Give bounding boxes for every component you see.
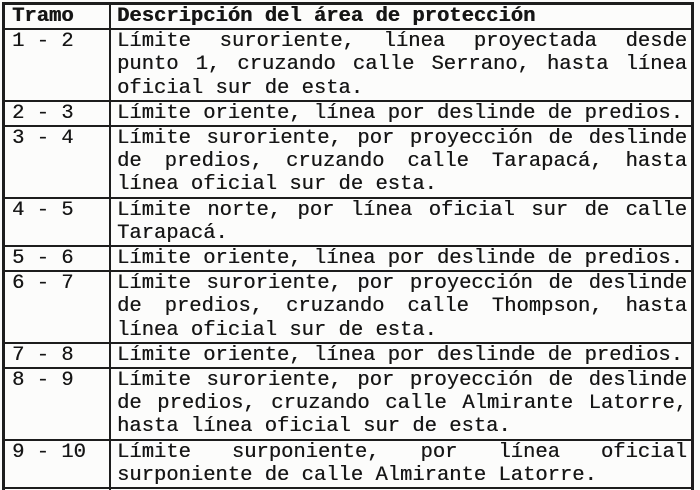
descripcion-cell: Límite oriente, línea por deslinde de predios. [117,343,683,367]
table-row [5,127,691,199]
descripcion-cell: Límite norte, por línea oficial sur de calle Tarapacá. [117,198,687,245]
column-header-tramo: Tramo [5,5,111,28]
descripcion-cell: Límite oriente, línea por deslinde de predios. [117,247,683,271]
tramo-cell: 5 - 6 [5,247,111,270]
descripcion-cell: Límite suroriente, por proyección de deslinde de predios, cruzando calle Thompson, hasta línea oficial sur de esta. [117,272,687,342]
table-row [5,344,691,369]
tramo-cell: 2 - 3 [5,102,111,125]
descripcion-cell: Límite suroriente, por proyección de deslinde de predios, cruzando calle Tarapacá, hasta línea oficial sur de esta. [117,127,687,197]
tramo-cell: 8 - 9 [5,369,111,439]
table-row [5,102,691,127]
table-row [5,369,691,441]
table-body [5,30,691,489]
tramo-cell: 7 - 8 [5,344,111,367]
tramo-cell: 1 - 2 [5,30,111,100]
table-row [5,272,691,344]
protection-area-table [2,2,694,490]
table-row [5,247,691,272]
tramo-cell: 6 - 7 [5,272,111,342]
table-row [5,441,691,489]
tramo-cell: 4 - 5 [5,199,111,245]
descripcion-cell: Límite surponiente, por línea oficial surponiente de calle Almirante Latorre. [117,440,687,487]
table-row [5,30,691,102]
tramo-cell: 3 - 4 [5,127,111,197]
column-header-descripcion: Descripción del área de protección [117,5,536,28]
descripcion-cell: Límite suroriente, por proyección de deslinde de predios, cruzando calle Almirante Latorre, hasta línea oficial sur de esta. [117,369,687,439]
descripcion-cell: Límite oriente, línea por deslinde de predios. [117,101,683,125]
tramo-cell: 9 - 10 [5,441,111,487]
table-header-row [5,5,691,30]
descripcion-cell: Límite suroriente, línea proyectada desde punto 1, cruzando calle Serrano, hasta línea oficial sur de esta. [117,30,687,100]
table-row [5,199,691,247]
